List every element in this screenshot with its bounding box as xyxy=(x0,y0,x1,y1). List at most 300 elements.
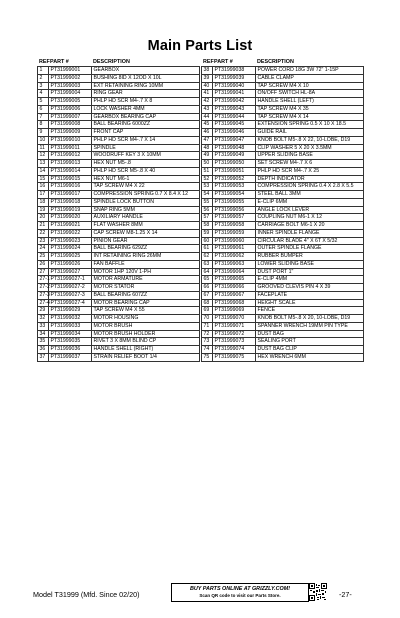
ref-cell: 25 xyxy=(38,253,49,261)
ref-cell: 5 xyxy=(38,98,49,106)
part-number-cell: PT31999060 xyxy=(213,237,256,245)
part-number-cell: PT31999057 xyxy=(213,214,256,222)
ref-cell: 22 xyxy=(38,229,49,237)
part-number-cell: PT31999035 xyxy=(49,338,92,346)
ref-cell: 55 xyxy=(202,198,213,206)
description-cell: CLIP WASHER 5 X 20 X 3.5MM xyxy=(256,144,364,152)
table-row xyxy=(38,222,200,230)
description-cell: DUST BAG xyxy=(256,330,364,338)
table-row xyxy=(38,291,200,299)
description-cell: GEARBOX BEARING CAP xyxy=(92,113,200,121)
ref-cell: 14 xyxy=(38,167,49,175)
part-number-cell: PT31999009 xyxy=(49,129,92,137)
part-number-cell: PT31999045 xyxy=(213,121,256,129)
part-number-cell: PT31999036 xyxy=(49,346,92,354)
description-cell: FRONT CAP xyxy=(92,129,200,137)
ref-cell: 39 xyxy=(202,74,213,82)
table-row xyxy=(38,229,200,237)
ref-cell: 17 xyxy=(38,191,49,199)
table-header-row xyxy=(202,59,364,67)
part-number-cell: PT31999065 xyxy=(213,276,256,284)
description-cell: WOODRUFF KEY 3 X 10MM xyxy=(92,152,200,160)
part-number-cell: PT31999022 xyxy=(49,229,92,237)
part-number-cell: PT31999071 xyxy=(213,322,256,330)
part-number-cell: PT31999019 xyxy=(49,206,92,214)
part-number-cell: PT31999070 xyxy=(213,315,256,323)
model-footer: Model T31999 (Mfd. Since 02/20) xyxy=(33,590,140,599)
table-row xyxy=(38,74,200,82)
part-number-cell: PT31999034 xyxy=(49,330,92,338)
ref-cell: 1 xyxy=(38,67,49,75)
table-row xyxy=(38,167,200,175)
part-number-cell: PT31999044 xyxy=(213,113,256,121)
ref-cell: 59 xyxy=(202,229,213,237)
description-cell: HANDLE SHELL (LEFT) xyxy=(256,98,364,106)
description-cell: EXTENSION SPRING 0.5 X 10 X 18.5 xyxy=(256,121,364,129)
part-number-cell: PT31999052 xyxy=(213,175,256,183)
table-row xyxy=(38,90,200,98)
table-row xyxy=(38,260,200,268)
ref-cell: 2 xyxy=(38,74,49,82)
parts-table-right-body xyxy=(202,67,364,362)
table-row xyxy=(38,144,200,152)
ref-cell: 27-4 xyxy=(39,299,50,306)
description-cell: PINION GEAR xyxy=(92,237,200,245)
table-row xyxy=(202,291,364,299)
ref-cell: 54 xyxy=(202,191,213,199)
table-row xyxy=(202,90,364,98)
description-cell: PHLP HD SCR M4-.7 X 14 xyxy=(92,136,200,144)
table-row xyxy=(202,245,364,253)
table-row xyxy=(38,315,200,323)
part-number-cell: PT31999027-4 xyxy=(49,299,92,307)
page-title: Main Parts List xyxy=(147,38,253,54)
ref-cell: 10 xyxy=(38,136,49,144)
description-cell: STRAIN RELIEF BOOT 1/4 xyxy=(92,353,200,361)
page-number: -27- xyxy=(339,590,352,599)
part-number-cell: PT31999002 xyxy=(49,74,92,82)
ref-cell: 37 xyxy=(38,353,49,361)
part-number-cell: PT31999053 xyxy=(213,183,256,191)
description-cell: BALL BEARING 6000ZZ xyxy=(92,121,200,129)
description-cell: STEEL BALL 3MM xyxy=(256,191,364,199)
ref-cell: 73 xyxy=(202,338,213,346)
description-cell: KNOB BOLT M5-.8 X 20, 10-LOBE, D19 xyxy=(256,315,364,323)
table-row xyxy=(202,260,364,268)
ref-cell: 69 xyxy=(202,307,213,315)
part-number-cell: PT31999027-3 xyxy=(49,291,92,299)
ref-cell: 16 xyxy=(38,183,49,191)
table-row xyxy=(38,160,200,168)
part-number-cell: PT31999029 xyxy=(49,307,92,315)
description-cell: CABLE CLAMP xyxy=(256,74,364,82)
description-cell: TAP SCREW M4 X 35 xyxy=(256,105,364,113)
ref-cell: 8 xyxy=(38,121,49,129)
description-cell: MOTOR BRUSH xyxy=(92,322,200,330)
ref-cell: 68 xyxy=(202,299,213,307)
part-number-cell: PT31999067 xyxy=(213,291,256,299)
description-cell: AUXILIARY HANDLE xyxy=(92,214,200,222)
table-row xyxy=(38,237,200,245)
description-cell: MOTOR 1HP 120V 1-PH xyxy=(92,268,200,276)
part-number-cell: PT31999004 xyxy=(49,90,92,98)
ref-cell: 45 xyxy=(202,121,213,129)
part-number-cell: PT31999020 xyxy=(49,214,92,222)
table-row xyxy=(202,129,364,137)
description-cell: DUST PORT 1" xyxy=(256,268,364,276)
description-cell: INT RETAINING RING 26MM xyxy=(92,253,200,261)
ref-cell: 27 xyxy=(38,268,49,276)
ref-header: REF xyxy=(39,59,50,66)
table-row xyxy=(202,222,364,230)
description-cell: KNOB BOLT M5-.8 X 22, 10-LOBE, D19 xyxy=(256,136,364,144)
description-cell: SNAP RING 5MM xyxy=(92,206,200,214)
table-row xyxy=(202,198,364,206)
description-cell: HANDLE SHELL (RIGHT) xyxy=(92,346,200,354)
table-row xyxy=(202,175,364,183)
part-number-cell: PT31999023 xyxy=(49,237,92,245)
part-number-cell: PT31999063 xyxy=(213,260,256,268)
table-row xyxy=(38,299,200,307)
table-row xyxy=(202,113,364,121)
table-row xyxy=(202,105,364,113)
ref-cell: 42 xyxy=(202,98,213,106)
part-number-cell: PT31999051 xyxy=(213,167,256,175)
ref-cell: 21 xyxy=(38,222,49,230)
part-number-cell: PT31999038 xyxy=(213,67,256,75)
part-number-cell: PT31999015 xyxy=(49,175,92,183)
part-number-cell: PT31999050 xyxy=(213,160,256,168)
part-number-cell: PT31999007 xyxy=(49,113,92,121)
description-cell: HEX WRENCH 6MM xyxy=(256,353,364,361)
part-number-cell: PT31999061 xyxy=(213,245,256,253)
table-row xyxy=(202,82,364,90)
part-number-cell: PT31999043 xyxy=(213,105,256,113)
description-cell: TAP SCREW M4 X 10 xyxy=(256,82,364,90)
ref-cell: 41 xyxy=(202,90,213,98)
part-number-cell: PT31999041 xyxy=(213,90,256,98)
table-row xyxy=(38,245,200,253)
ref-cell: 53 xyxy=(202,183,213,191)
table-row xyxy=(202,160,364,168)
ref-cell: 67 xyxy=(202,291,213,299)
table-row xyxy=(38,113,200,121)
ref-cell: 46 xyxy=(202,129,213,137)
part-number-cell: PT31999040 xyxy=(213,82,256,90)
description-cell: HEX NUT M6-1 xyxy=(92,175,200,183)
ref-cell: 6 xyxy=(38,105,49,113)
ref-cell: 72 xyxy=(202,330,213,338)
ref-cell: 35 xyxy=(38,338,49,346)
part-number-cell: PT31999027-1 xyxy=(49,276,92,284)
part-number-cell: PT31999013 xyxy=(49,160,92,168)
table-row xyxy=(202,338,364,346)
ref-cell: 7 xyxy=(38,113,49,121)
table-row xyxy=(38,276,200,284)
ref-cell: 36 xyxy=(38,346,49,354)
part-number-cell: PT31999064 xyxy=(213,268,256,276)
ref-cell: 62 xyxy=(202,253,213,261)
table-row xyxy=(202,253,364,261)
ref-cell: 61 xyxy=(202,245,213,253)
table-row xyxy=(202,276,364,284)
part-number-cell: PT31999047 xyxy=(213,136,256,144)
table-row xyxy=(38,152,200,160)
description-cell: CIRCULAR BLADE 4" X 6T X 5/32 xyxy=(256,237,364,245)
table-row xyxy=(202,167,364,175)
description-cell: MOTOR BEARING CAP xyxy=(92,299,200,307)
ref-cell: 27-1 xyxy=(39,276,50,283)
description-cell: LOCK WASHER 4MM xyxy=(92,105,200,113)
table-row xyxy=(38,307,200,315)
ref-cell: 75 xyxy=(202,353,213,361)
table-row xyxy=(38,98,200,106)
part-number-cell: PT31999074 xyxy=(213,346,256,354)
description-cell: POWER CORD 18G 3W 72" 1-15P xyxy=(256,67,364,75)
part-number-cell: PT31999072 xyxy=(213,330,256,338)
ref-cell: 18 xyxy=(38,198,49,206)
table-row xyxy=(38,136,200,144)
table-row xyxy=(202,67,364,75)
table-row xyxy=(38,175,200,183)
table-row xyxy=(38,284,200,292)
table-row xyxy=(38,82,200,90)
ref-cell: 26 xyxy=(38,260,49,268)
table-row xyxy=(38,338,200,346)
description-cell: MOTOR ARMATURE xyxy=(92,276,200,284)
part-number-cell: PT31999059 xyxy=(213,229,256,237)
parts-table-left xyxy=(37,59,200,362)
ref-cell: 20 xyxy=(38,214,49,222)
table-row xyxy=(202,136,364,144)
description-cell: EXT RETAINING RING 10MM xyxy=(92,82,200,90)
ref-cell: 63 xyxy=(202,260,213,268)
description-cell: TAP SCREW M4 X 55 xyxy=(92,307,200,315)
description-header: DESCRIPTION xyxy=(257,59,294,66)
ref-cell: 60 xyxy=(202,237,213,245)
ref-cell: 15 xyxy=(38,175,49,183)
description-cell: BUSHING 8ID X 12OD X 10L xyxy=(92,74,200,82)
ref-cell: 43 xyxy=(202,105,213,113)
ref-cell: 40 xyxy=(202,82,213,90)
part-number-cell: PT31999069 xyxy=(213,307,256,315)
table-row xyxy=(202,299,364,307)
ref-cell: 48 xyxy=(202,144,213,152)
part-number-cell: PT31999005 xyxy=(49,98,92,106)
description-cell: ANGLE LOCK LEVER xyxy=(256,206,364,214)
part-number-cell: PT31999027-2 xyxy=(49,284,92,292)
part-number-cell: PT31999073 xyxy=(213,338,256,346)
description-cell: PHLP HD SCR M4-.7 X 8 xyxy=(92,98,200,106)
description-cell: MOTOR STATOR xyxy=(92,284,200,292)
ref-cell: 23 xyxy=(38,237,49,245)
table-row xyxy=(38,353,200,361)
ref-cell: 52 xyxy=(202,175,213,183)
description-cell: MOTOR BRUSH HOLDER xyxy=(92,330,200,338)
part-number-cell: PT31999008 xyxy=(49,121,92,129)
table-row xyxy=(202,237,364,245)
description-cell: GEARBOX xyxy=(92,67,200,75)
description-cell: FENCE xyxy=(256,307,364,315)
part-number-cell: PT31999032 xyxy=(49,315,92,323)
description-cell: HEX NUT M5-.8 xyxy=(92,160,200,168)
ref-cell: 29 xyxy=(38,307,49,315)
description-cell: TAP SCREW M4 X 22 xyxy=(92,183,200,191)
ref-cell: 24 xyxy=(38,245,49,253)
ref-cell: 13 xyxy=(38,160,49,168)
ref-cell: 19 xyxy=(38,206,49,214)
part-number-cell: PT31999056 xyxy=(213,206,256,214)
ref-cell: 33 xyxy=(38,322,49,330)
description-cell: E-CLIP 4MM xyxy=(256,276,364,284)
table-row xyxy=(202,307,364,315)
table-row xyxy=(202,214,364,222)
ref-cell: 50 xyxy=(202,160,213,168)
description-cell: BALL BEARING 629ZZ xyxy=(92,245,200,253)
table-row xyxy=(38,183,200,191)
description-cell: PHLP HD SCR M4-.7 X 25 xyxy=(256,167,364,175)
part-number-cell: PT31999048 xyxy=(213,144,256,152)
description-cell: CARRIAGE BOLT M6-1 X 20 xyxy=(256,222,364,230)
ref-cell: 27-2 xyxy=(39,284,50,290)
description-cell: GROOVED CLEVIS PIN 4 X 39 xyxy=(256,284,364,292)
parts-table-left-body xyxy=(38,67,200,362)
ref-cell: 49 xyxy=(202,152,213,160)
ref-cell: 4 xyxy=(38,90,49,98)
description-cell: RIVET 3 X 8MM BLIND CP xyxy=(92,338,200,346)
parts-table-right xyxy=(201,59,364,362)
part-number-cell: PT31999027 xyxy=(49,268,92,276)
table-row xyxy=(202,315,364,323)
table-row xyxy=(38,268,200,276)
part-number-cell: PT31999016 xyxy=(49,183,92,191)
ref-cell: 56 xyxy=(202,206,213,214)
description-cell: HEIGHT SCALE xyxy=(256,299,364,307)
part-number-header: PART # xyxy=(50,59,69,66)
ref-cell: 11 xyxy=(38,144,49,152)
description-cell: FLAT WASHER 8MM xyxy=(92,222,200,230)
part-number-cell: PT31999012 xyxy=(49,152,92,160)
description-cell: INNER SPINDLE FLANGE xyxy=(256,229,364,237)
table-row xyxy=(38,121,200,129)
ref-cell: 64 xyxy=(202,268,213,276)
description-cell: COMPRESSION SPRING 0.4 X 2.8 X 5.5 xyxy=(256,183,364,191)
table-row xyxy=(202,330,364,338)
table-row xyxy=(202,183,364,191)
part-number-cell: PT31999025 xyxy=(49,253,92,261)
description-cell: FACEPLATE xyxy=(256,291,364,299)
ref-cell: 65 xyxy=(202,276,213,284)
part-number-cell: PT31999018 xyxy=(49,198,92,206)
parts-store-promo[interactable] xyxy=(171,583,309,602)
part-number-cell: PT31999010 xyxy=(49,136,92,144)
description-cell: COUPLING NUT M6-1 X 12 xyxy=(256,214,364,222)
table-row xyxy=(202,206,364,214)
ref-cell: 74 xyxy=(202,346,213,354)
table-row xyxy=(202,284,364,292)
table-row xyxy=(38,198,200,206)
ref-cell: 27-3 xyxy=(39,291,50,298)
description-cell: SPINDLE xyxy=(92,144,200,152)
ref-cell: 3 xyxy=(38,82,49,90)
description-header: DESCRIPTION xyxy=(93,59,130,66)
table-header-row xyxy=(38,59,200,67)
description-cell: SPANNER WRENCH 19MM PIN TYPE xyxy=(256,322,364,330)
table-row xyxy=(202,353,364,361)
description-cell: TAP SCREW M4 X 14 xyxy=(256,113,364,121)
part-number-cell: PT31999058 xyxy=(213,222,256,230)
ref-cell: 66 xyxy=(202,284,213,292)
part-number-cell: PT31999042 xyxy=(213,98,256,106)
description-cell: BALL BEARING 607ZZ xyxy=(92,291,200,299)
table-row xyxy=(202,191,364,199)
table-row xyxy=(38,206,200,214)
part-number-cell: PT31999021 xyxy=(49,222,92,230)
table-row xyxy=(202,322,364,330)
part-number-cell: PT31999066 xyxy=(213,284,256,292)
description-cell: FAN BAFFLE xyxy=(92,260,200,268)
ref-cell: 70 xyxy=(202,315,213,323)
table-row xyxy=(38,322,200,330)
table-row xyxy=(202,74,364,82)
table-row xyxy=(38,214,200,222)
description-cell: ON/OFF SWITCH HL-8A xyxy=(256,90,364,98)
table-row xyxy=(202,152,364,160)
table-row xyxy=(202,98,364,106)
ref-cell: 34 xyxy=(38,330,49,338)
description-cell: COMPRESSION SPRING 0.7 X 8.4 X 12 xyxy=(92,191,200,199)
part-number-cell: PT31999054 xyxy=(213,191,256,199)
part-number-cell: PT31999001 xyxy=(49,67,92,75)
description-cell: LOWER SLIDING BASE xyxy=(256,260,364,268)
qr-code-icon[interactable] xyxy=(309,583,327,601)
description-cell: SEALING PORT xyxy=(256,338,364,346)
table-row xyxy=(202,346,364,354)
description-cell: GUIDE RAIL xyxy=(256,129,364,137)
description-cell: MOTOR HOUSING xyxy=(92,315,200,323)
description-cell: CAP SCREW M8-1.25 X 14 xyxy=(92,229,200,237)
table-row xyxy=(202,229,364,237)
ref-cell: 38 xyxy=(202,67,213,75)
table-row xyxy=(38,330,200,338)
part-number-header: PART # xyxy=(214,59,233,66)
ref-cell: 58 xyxy=(202,222,213,230)
part-number-cell: PT31999006 xyxy=(49,105,92,113)
part-number-cell: PT31999037 xyxy=(49,353,92,361)
ref-cell: 51 xyxy=(202,167,213,175)
part-number-cell: PT31999039 xyxy=(213,74,256,82)
table-row xyxy=(38,105,200,113)
part-number-cell: PT31999017 xyxy=(49,191,92,199)
table-row xyxy=(38,191,200,199)
ref-cell: 47 xyxy=(202,136,213,144)
part-number-cell: PT31999033 xyxy=(49,322,92,330)
table-row xyxy=(38,346,200,354)
promo-headline: BUY PARTS ONLINE AT GRIZZLY.COM! xyxy=(189,586,291,592)
part-number-cell: PT31999075 xyxy=(213,353,256,361)
table-row xyxy=(202,144,364,152)
table-row xyxy=(202,121,364,129)
ref-cell: 9 xyxy=(38,129,49,137)
description-cell: PHLP HD SCR M5-.8 X 40 xyxy=(92,167,200,175)
ref-header: REF xyxy=(203,59,214,66)
promo-subline: Scan QR code to visit our Parts Store. xyxy=(199,593,281,598)
description-cell: RING GEAR xyxy=(92,90,200,98)
table-row xyxy=(38,129,200,137)
description-cell: DUST BAG CLIP xyxy=(256,346,364,354)
ref-cell: 71 xyxy=(202,322,213,330)
description-cell: DEPTH INDICATOR xyxy=(256,175,364,183)
